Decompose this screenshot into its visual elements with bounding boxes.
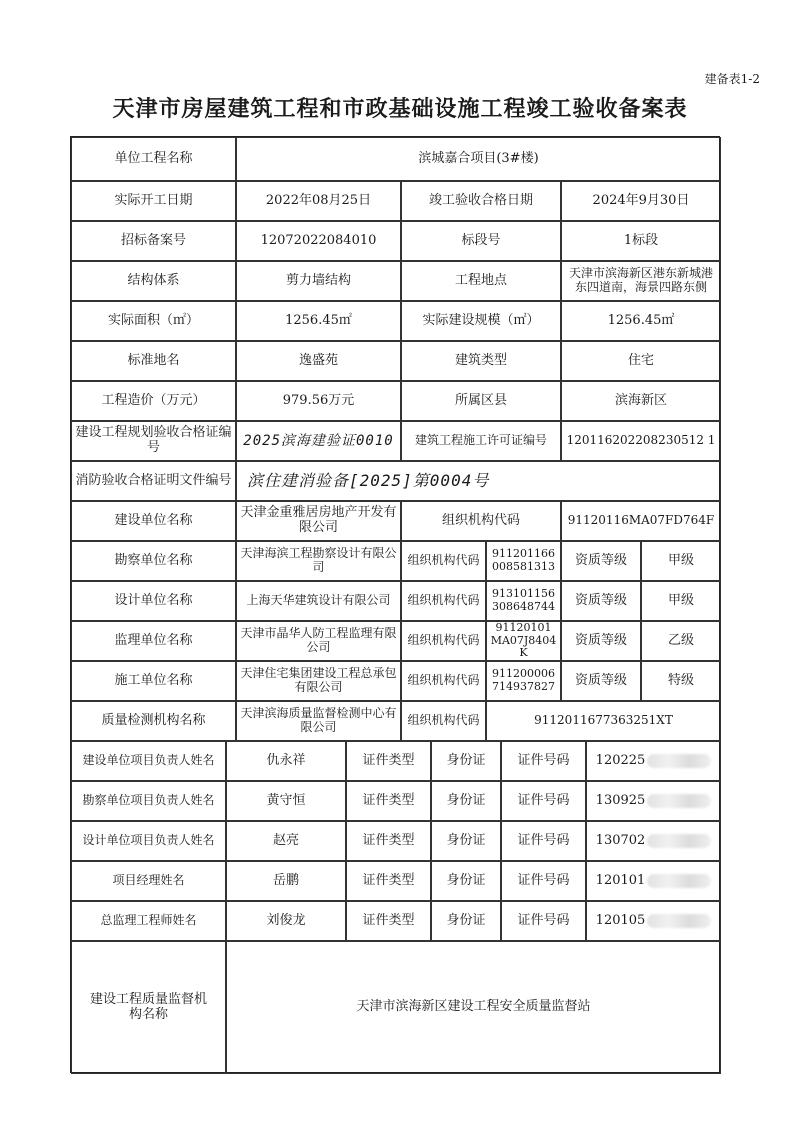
person-id-no-value [586, 741, 721, 781]
structure-label: 结构体系 [71, 261, 236, 301]
redaction-blur [647, 834, 711, 848]
supervision-qual-value: 乙级 [641, 621, 721, 661]
structure-value: 剪力墙结构 [236, 261, 401, 301]
person-id-type-label: 证件类型 [346, 901, 431, 941]
id-prefix: 120105 [595, 912, 646, 928]
survey-qual-value: 甲级 [641, 541, 721, 581]
cost-label: 工程造价（万元） [71, 381, 236, 421]
person-name: 赵亮 [226, 821, 346, 861]
unit-project-name-value: 滨城嘉合项目(3#楼) [236, 137, 721, 181]
supervision-org-code-label: 组织机构代码 [401, 621, 486, 661]
planning-cert-value: 2025滨海建验证0010 [236, 421, 401, 461]
id-prefix: 130925 [595, 792, 646, 808]
acceptance-date-value: 2024年9月30日 [561, 181, 721, 221]
district-label: 所属区县 [401, 381, 561, 421]
place-name-label: 标准地名 [71, 341, 236, 381]
page-title: 天津市房屋建筑工程和市政基础设施工程竣工验收备案表 [112, 97, 688, 122]
section-value: 1标段 [561, 221, 721, 261]
survey-org-code-value: 911201166008581313 [486, 541, 561, 581]
fire-cert-label: 消防验收合格证明文件编号 [71, 461, 236, 501]
person-id-type-label: 证件类型 [346, 781, 431, 821]
redaction-blur [647, 754, 711, 768]
tender-no-value: 12072022084010 [236, 221, 401, 261]
acceptance-form-table [70, 136, 720, 1073]
person-id-no-value [586, 901, 721, 941]
section-label: 标段号 [401, 221, 561, 261]
construction-qual-label: 资质等级 [561, 661, 641, 701]
person-label: 勘察单位项目负责人姓名 [71, 781, 226, 821]
construction-qual-value: 特级 [641, 661, 721, 701]
builder-org-value: 91120116MA07FD764F [561, 501, 721, 541]
redaction-blur [647, 794, 711, 808]
design-unit-name: 上海天华建筑设计有限公司 [236, 581, 401, 621]
supervision-qual-label: 资质等级 [561, 621, 641, 661]
start-date-label: 实际开工日期 [71, 181, 236, 221]
construction-unit-name: 天津住宅集团建设工程总承包有限公司 [236, 661, 401, 701]
person-label: 总监理工程师姓名 [71, 901, 226, 941]
permit-value: 120116202208230512 1 [561, 421, 721, 461]
person-name: 岳鹏 [226, 861, 346, 901]
cost-value: 979.56万元 [236, 381, 401, 421]
area-label: 实际面积（㎡） [71, 301, 236, 341]
person-id-type-label: 证件类型 [346, 821, 431, 861]
permit-label: 建筑工程施工许可证编号 [401, 421, 561, 461]
construction-unit-label: 施工单位名称 [71, 661, 236, 701]
supervision-unit-label: 监理单位名称 [71, 621, 236, 661]
fire-cert-value: 滨住建消验备[2025]第0004号 [236, 461, 721, 501]
building-type-label: 建筑类型 [401, 341, 561, 381]
building-type-value: 住宅 [561, 341, 721, 381]
person-id-type-label: 证件类型 [346, 861, 431, 901]
scale-value: 1256.45㎡ [561, 301, 721, 341]
id-prefix: 120101 [595, 872, 646, 888]
person-name: 刘俊龙 [226, 901, 346, 941]
person-id-type-value: 身份证 [431, 861, 501, 901]
person-id-no-label: 证件号码 [501, 741, 586, 781]
survey-org-code-label: 组织机构代码 [401, 541, 486, 581]
design-unit-label: 设计单位名称 [71, 581, 236, 621]
person-name: 黄守恒 [226, 781, 346, 821]
supervision-station-label: 建设工程质量监督机构名称 [71, 941, 226, 1074]
person-id-no-value [586, 861, 721, 901]
person-id-no-label: 证件号码 [501, 861, 586, 901]
supervision-unit-name: 天津市晶华人防工程监理有限公司 [236, 621, 401, 661]
person-label: 项目经理姓名 [71, 861, 226, 901]
district-value: 滨海新区 [561, 381, 721, 421]
place-name-value: 逸盛苑 [236, 341, 401, 381]
builder-value: 天津金重雅居房地产开发有限公司 [236, 501, 401, 541]
id-prefix: 130702 [595, 832, 646, 848]
person-label: 建设单位项目负责人姓名 [71, 741, 226, 781]
inspection-label: 质量检测机构名称 [71, 701, 236, 741]
person-name: 仇永祥 [226, 741, 346, 781]
design-org-code-label: 组织机构代码 [401, 581, 486, 621]
location-value: 天津市滨海新区港东新城港东四道南，海景四路东侧 [561, 261, 721, 301]
survey-qual-label: 资质等级 [561, 541, 641, 581]
person-id-type-label: 证件类型 [346, 741, 431, 781]
person-id-no-label: 证件号码 [501, 901, 586, 941]
person-id-type-value: 身份证 [431, 741, 501, 781]
acceptance-date-label: 竣工验收合格日期 [401, 181, 561, 221]
start-date-value: 2022年08月25日 [236, 181, 401, 221]
redaction-blur [647, 914, 711, 928]
builder-label: 建设单位名称 [71, 501, 236, 541]
unit-project-name-label: 单位工程名称 [71, 137, 236, 181]
scale-label: 实际建设规模（㎡） [401, 301, 561, 341]
design-qual-value: 甲级 [641, 581, 721, 621]
builder-org-label: 组织机构代码 [401, 501, 561, 541]
location-label: 工程地点 [401, 261, 561, 301]
person-label: 设计单位项目负责人姓名 [71, 821, 226, 861]
supervision-org-code-value: 91120101MA07J8404K [486, 621, 561, 661]
inspection-org-code-label: 组织机构代码 [401, 701, 486, 741]
survey-unit-name: 天津海滨工程勘察设计有限公司 [236, 541, 401, 581]
person-id-no-label: 证件号码 [501, 781, 586, 821]
design-qual-label: 资质等级 [561, 581, 641, 621]
person-id-type-value: 身份证 [431, 821, 501, 861]
planning-cert-label: 建设工程规划验收合格证编号 [71, 421, 236, 461]
person-id-no-label: 证件号码 [501, 821, 586, 861]
tender-no-label: 招标备案号 [71, 221, 236, 261]
area-value: 1256.45㎡ [236, 301, 401, 341]
redaction-blur [647, 874, 711, 888]
form-code: 建备表1-2 [704, 72, 760, 86]
person-id-no-value [586, 781, 721, 821]
inspection-org-code-value: 9112011677363251XT [486, 701, 721, 741]
design-org-code-value: 913101156308648744 [486, 581, 561, 621]
construction-org-code-value: 911200006714937827 [486, 661, 561, 701]
id-prefix: 120225 [595, 752, 646, 768]
person-id-no-value [586, 821, 721, 861]
person-id-type-value: 身份证 [431, 901, 501, 941]
supervision-station-name: 天津市滨海新区建设工程安全质量监督站 [226, 941, 721, 1074]
survey-unit-label: 勘察单位名称 [71, 541, 236, 581]
person-id-type-value: 身份证 [431, 781, 501, 821]
inspection-name: 天津滨海质量监督检测中心有限公司 [236, 701, 401, 741]
construction-org-code-label: 组织机构代码 [401, 661, 486, 701]
